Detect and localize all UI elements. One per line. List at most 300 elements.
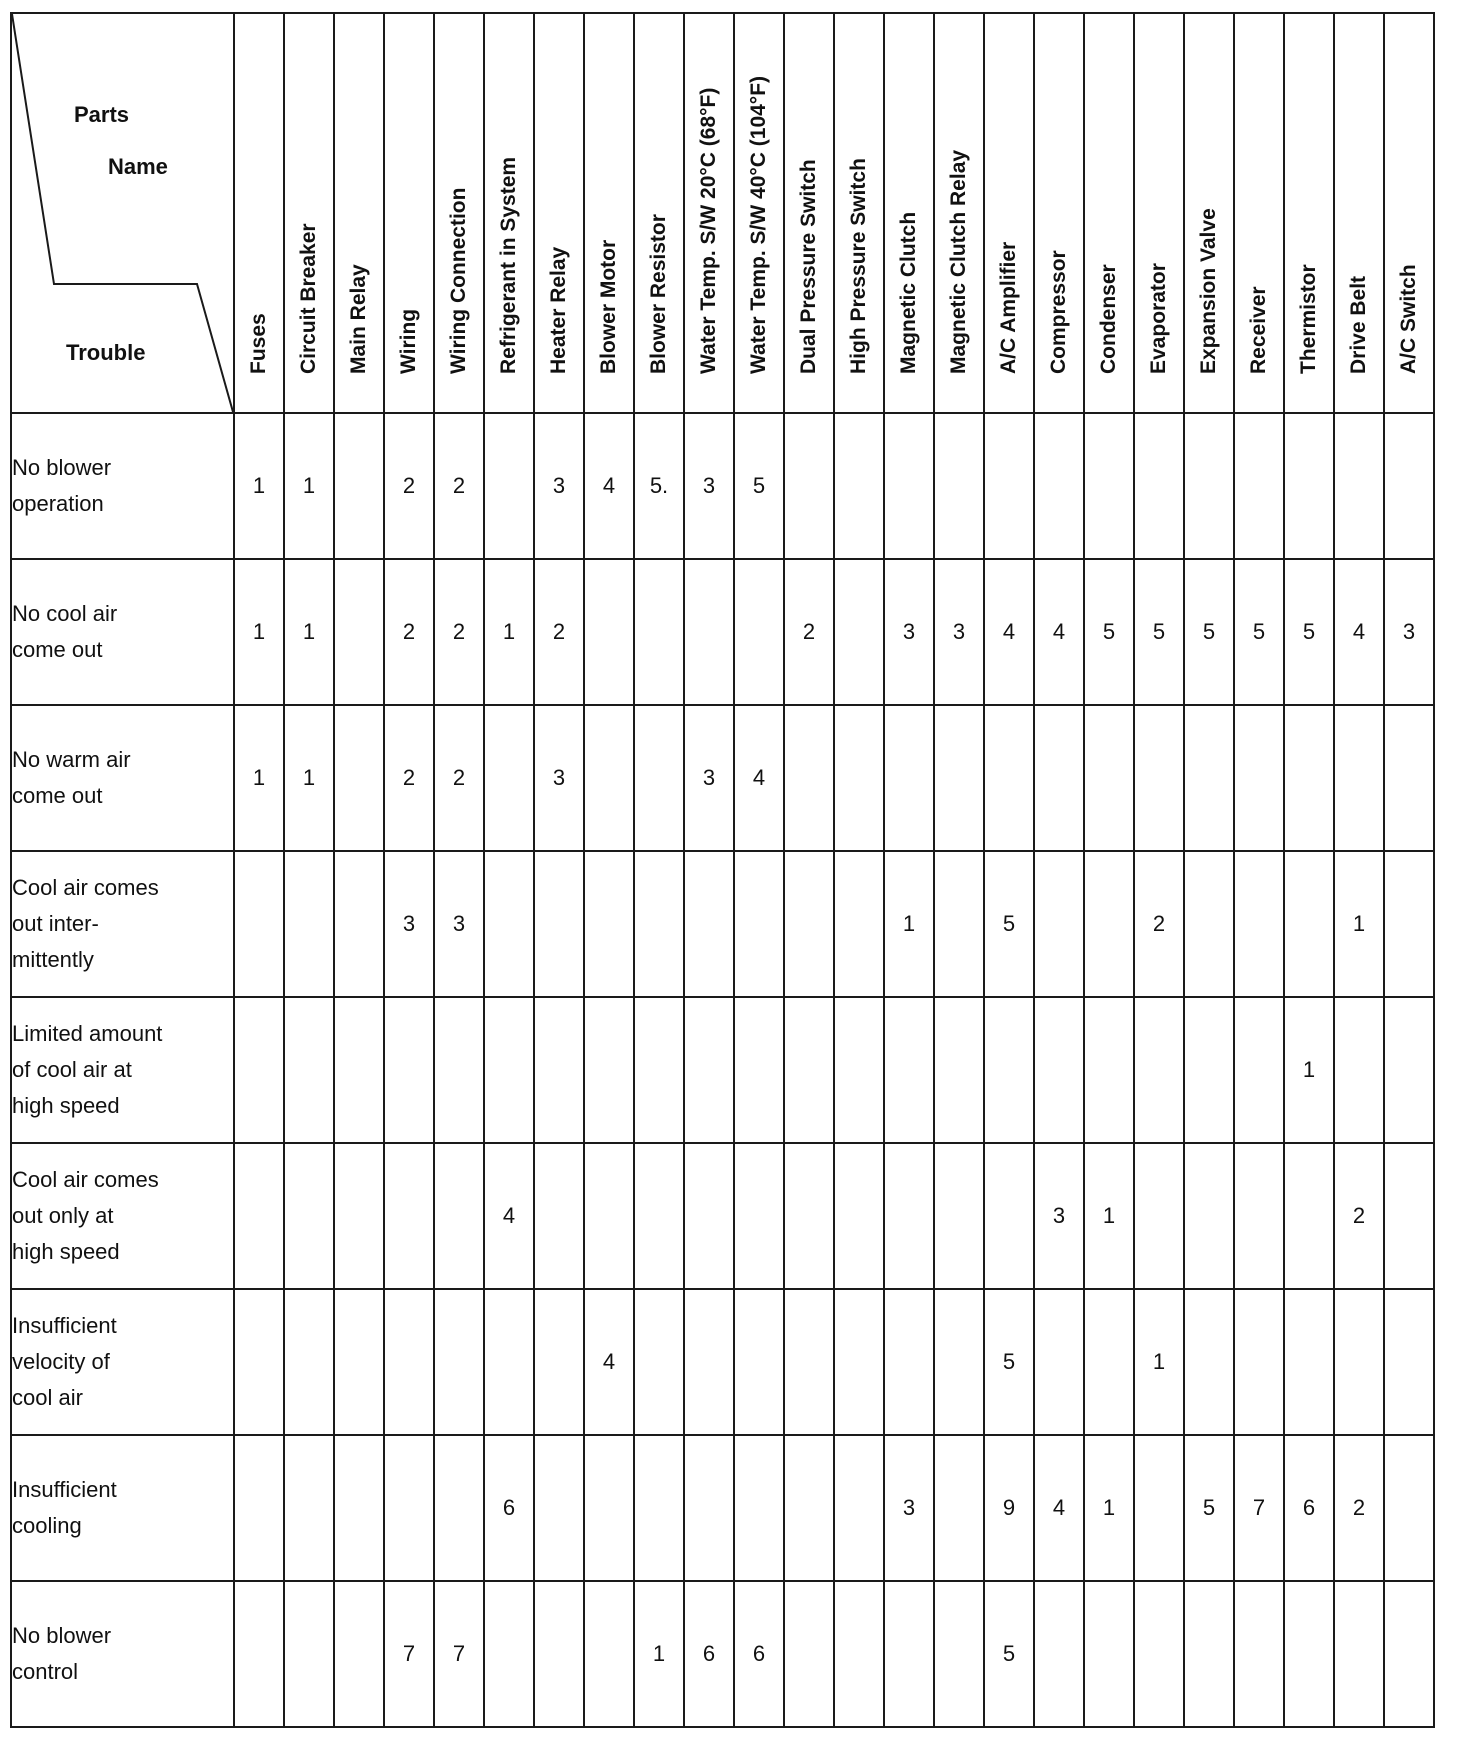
trouble-text-line: come out xyxy=(12,783,103,808)
priority-cell xyxy=(434,1289,484,1435)
priority-cell xyxy=(284,1581,334,1727)
priority-cell xyxy=(434,1143,484,1289)
priority-cell xyxy=(534,1143,584,1289)
priority-cell xyxy=(1034,413,1084,559)
priority-cell: 2 xyxy=(434,559,484,705)
trouble-text-line: Cool air comes xyxy=(12,875,159,900)
trouble-text-line: Cool air comes xyxy=(12,1167,159,1192)
part-name: Refrigerant in System xyxy=(497,156,520,374)
priority-cell: 5 xyxy=(1234,559,1284,705)
priority-cell xyxy=(284,997,334,1143)
priority-cell: 3 xyxy=(884,1435,934,1581)
priority-cell xyxy=(984,413,1034,559)
priority-cell xyxy=(1184,997,1234,1143)
part-header xyxy=(484,13,534,413)
priority-cell xyxy=(1234,997,1284,1143)
trouble-label-cell xyxy=(11,1289,234,1435)
part-name: Expansion Valve xyxy=(1197,208,1220,374)
trouble-text-line: No blower xyxy=(12,1623,112,1648)
priority-cell xyxy=(234,851,284,997)
trouble-label-cell xyxy=(11,1143,234,1289)
priority-cell xyxy=(384,997,434,1143)
trouble-text-line: Insufficient xyxy=(12,1477,117,1502)
priority-cell xyxy=(1184,1581,1234,1727)
priority-cell xyxy=(884,1581,934,1727)
part-header xyxy=(284,13,334,413)
priority-cell: 1 xyxy=(1334,851,1384,997)
priority-cell: 3 xyxy=(1034,1143,1084,1289)
part-name: Magnetic Clutch Relay xyxy=(947,149,970,374)
priority-cell xyxy=(934,1581,984,1727)
priority-cell xyxy=(734,997,784,1143)
priority-cell xyxy=(334,413,384,559)
priority-cell xyxy=(1334,705,1384,851)
part-header xyxy=(434,13,484,413)
priority-cell: 3 xyxy=(684,413,734,559)
priority-cell xyxy=(884,413,934,559)
trouble-text-line: come out xyxy=(12,637,103,662)
priority-cell xyxy=(1234,1143,1284,1289)
part-name: Evaporator xyxy=(1147,263,1170,374)
part-header xyxy=(584,13,634,413)
priority-cell xyxy=(834,997,884,1143)
part-name: A/C Switch xyxy=(1397,264,1420,374)
part-name: Compressor xyxy=(1047,250,1070,374)
priority-cell xyxy=(934,1435,984,1581)
priority-cell xyxy=(1034,851,1084,997)
priority-cell: 2 xyxy=(384,705,434,851)
priority-cell xyxy=(1134,1143,1184,1289)
priority-cell xyxy=(1184,1289,1234,1435)
priority-cell xyxy=(884,1289,934,1435)
priority-cell: 5. xyxy=(634,413,684,559)
priority-cell xyxy=(784,997,834,1143)
part-name: Blower Resistor xyxy=(647,214,670,374)
trouble-text-line: cooling xyxy=(12,1513,82,1538)
priority-cell: 5 xyxy=(1084,559,1134,705)
priority-cell xyxy=(1284,705,1334,851)
priority-cell xyxy=(984,1143,1034,1289)
part-name: Magnetic Clutch xyxy=(897,211,920,374)
priority-cell xyxy=(234,1143,284,1289)
priority-cell: 2 xyxy=(434,413,484,559)
priority-cell xyxy=(934,1143,984,1289)
priority-cell xyxy=(834,559,884,705)
priority-cell: 1 xyxy=(284,559,334,705)
priority-cell: 1 xyxy=(284,705,334,851)
priority-cell xyxy=(834,851,884,997)
priority-cell xyxy=(434,1435,484,1581)
trouble-row xyxy=(11,413,1434,559)
part-name: A/C Amplifier xyxy=(997,241,1020,374)
trouble-text-line: No warm air xyxy=(12,747,131,772)
priority-cell xyxy=(734,1289,784,1435)
priority-cell: 9 xyxy=(984,1435,1034,1581)
priority-cell: 2 xyxy=(784,559,834,705)
part-name: Drive Belt xyxy=(1347,275,1370,374)
priority-cell xyxy=(1234,1581,1284,1727)
priority-cell xyxy=(1134,997,1184,1143)
trouble-text-line: cool air xyxy=(12,1385,83,1410)
priority-cell xyxy=(284,1143,334,1289)
priority-cell xyxy=(784,1435,834,1581)
priority-cell: 1 xyxy=(634,1581,684,1727)
priority-cell xyxy=(784,413,834,559)
part-header xyxy=(1184,13,1234,413)
part-header xyxy=(934,13,984,413)
trouble-row xyxy=(11,997,1434,1143)
priority-cell xyxy=(684,1143,734,1289)
priority-cell xyxy=(834,413,884,559)
priority-cell xyxy=(634,559,684,705)
priority-cell xyxy=(334,1143,384,1289)
priority-cell xyxy=(1234,851,1284,997)
priority-cell: 4 xyxy=(584,413,634,559)
priority-cell: 2 xyxy=(1334,1143,1384,1289)
priority-cell xyxy=(534,1289,584,1435)
priority-cell xyxy=(1134,1581,1184,1727)
priority-cell xyxy=(1084,997,1134,1143)
priority-cell: 1 xyxy=(234,705,284,851)
priority-cell xyxy=(1284,1143,1334,1289)
part-header xyxy=(1284,13,1334,413)
priority-cell xyxy=(334,705,384,851)
part-name: Receiver xyxy=(1247,286,1270,374)
priority-cell xyxy=(1234,1289,1284,1435)
trouble-row xyxy=(11,1435,1434,1581)
priority-cell xyxy=(684,1289,734,1435)
priority-cell xyxy=(1334,1289,1384,1435)
part-header xyxy=(1384,13,1434,413)
priority-cell xyxy=(1184,413,1234,559)
priority-cell: 5 xyxy=(734,413,784,559)
part-name: Main Relay xyxy=(347,264,370,374)
priority-cell xyxy=(1034,705,1084,851)
priority-cell xyxy=(1034,997,1084,1143)
part-name: Fuses xyxy=(247,313,270,374)
priority-cell xyxy=(934,851,984,997)
trouble-text-line: high speed xyxy=(12,1093,120,1118)
priority-cell: 2 xyxy=(1334,1435,1384,1581)
troubleshooting-table xyxy=(10,12,1430,1722)
priority-cell: 1 xyxy=(284,413,334,559)
trouble-text-line: control xyxy=(12,1659,79,1684)
priority-cell: 6 xyxy=(734,1581,784,1727)
priority-cell xyxy=(1384,1143,1434,1289)
priority-cell: 6 xyxy=(1284,1435,1334,1581)
priority-cell: 4 xyxy=(1034,1435,1084,1581)
priority-cell: 1 xyxy=(484,559,534,705)
part-name: Heater Relay xyxy=(547,246,570,374)
priority-cell xyxy=(1034,1581,1084,1727)
priority-cell xyxy=(1284,413,1334,559)
priority-cell: 1 xyxy=(1134,1289,1184,1435)
trouble-row xyxy=(11,851,1434,997)
priority-cell xyxy=(584,559,634,705)
priority-cell: 1 xyxy=(1084,1435,1134,1581)
priority-cell xyxy=(734,1143,784,1289)
priority-cell xyxy=(634,1289,684,1435)
priority-cell xyxy=(784,1581,834,1727)
priority-cell xyxy=(1234,413,1284,559)
priority-cell xyxy=(884,705,934,851)
priority-cell xyxy=(534,1581,584,1727)
trouble-text-line: high speed xyxy=(12,1239,120,1264)
trouble-row xyxy=(11,705,1434,851)
priority-cell xyxy=(484,851,534,997)
priority-cell: 3 xyxy=(934,559,984,705)
priority-cell xyxy=(834,1289,884,1435)
part-header xyxy=(684,13,734,413)
priority-cell xyxy=(784,851,834,997)
priority-cell xyxy=(634,1435,684,1581)
part-name: High Pressure Switch xyxy=(847,158,870,374)
grid-body xyxy=(11,413,1434,1727)
priority-cell xyxy=(334,1435,384,1581)
priority-cell: 5 xyxy=(984,1289,1034,1435)
priority-cell: 3 xyxy=(1384,559,1434,705)
priority-cell xyxy=(484,1581,534,1727)
trouble-row xyxy=(11,1143,1434,1289)
priority-cell: 4 xyxy=(1034,559,1084,705)
trouble-label-cell xyxy=(11,413,234,559)
priority-cell xyxy=(784,1143,834,1289)
priority-cell: 3 xyxy=(434,851,484,997)
priority-cell: 6 xyxy=(484,1435,534,1581)
priority-cell xyxy=(684,1435,734,1581)
trouble-text-line: Limited amount xyxy=(12,1021,163,1046)
priority-cell: 3 xyxy=(684,705,734,851)
priority-cell: 7 xyxy=(434,1581,484,1727)
priority-cell: 1 xyxy=(234,413,284,559)
part-header xyxy=(384,13,434,413)
priority-cell xyxy=(534,851,584,997)
priority-cell xyxy=(1384,1289,1434,1435)
priority-cell: 5 xyxy=(1184,1435,1234,1581)
trouble-row xyxy=(11,1289,1434,1435)
part-header xyxy=(984,13,1034,413)
priority-cell: 2 xyxy=(434,705,484,851)
priority-cell: 2 xyxy=(384,559,434,705)
priority-cell xyxy=(1384,851,1434,997)
corner-header xyxy=(11,13,234,413)
priority-cell xyxy=(284,851,334,997)
part-name: Circuit Breaker xyxy=(297,223,320,374)
priority-cell xyxy=(1134,705,1184,851)
part-name: Condenser xyxy=(1097,264,1120,374)
priority-cell: 2 xyxy=(1134,851,1184,997)
priority-cell xyxy=(734,1435,784,1581)
priority-cell xyxy=(734,559,784,705)
part-header xyxy=(534,13,584,413)
priority-cell xyxy=(784,705,834,851)
priority-cell xyxy=(834,1581,884,1727)
priority-cell xyxy=(1084,1289,1134,1435)
part-header xyxy=(1234,13,1284,413)
priority-cell xyxy=(334,559,384,705)
priority-cell xyxy=(1134,413,1184,559)
trouble-text-line: of cool air at xyxy=(12,1057,132,1082)
priority-cell xyxy=(534,997,584,1143)
priority-cell xyxy=(484,705,534,851)
part-name: Dual Pressure Switch xyxy=(797,159,820,374)
priority-cell xyxy=(634,997,684,1143)
priority-cell: 1 xyxy=(234,559,284,705)
priority-cell xyxy=(384,1289,434,1435)
priority-cell: 6 xyxy=(684,1581,734,1727)
trouble-text-line: out only at xyxy=(12,1203,114,1228)
part-header xyxy=(834,13,884,413)
priority-cell: 3 xyxy=(534,705,584,851)
priority-cell: 3 xyxy=(534,413,584,559)
priority-cell xyxy=(834,1435,884,1581)
priority-cell xyxy=(1034,1289,1084,1435)
priority-cell xyxy=(1084,705,1134,851)
priority-cell: 3 xyxy=(384,851,434,997)
priority-cell xyxy=(934,1289,984,1435)
part-name: Thermistor xyxy=(1297,264,1320,374)
priority-cell: 2 xyxy=(384,413,434,559)
priority-cell xyxy=(384,1143,434,1289)
priority-cell xyxy=(384,1435,434,1581)
priority-cell xyxy=(484,413,534,559)
priority-cell xyxy=(234,997,284,1143)
part-name: Wiring xyxy=(397,308,420,374)
priority-cell: 7 xyxy=(384,1581,434,1727)
priority-cell xyxy=(784,1289,834,1435)
priority-cell xyxy=(334,1289,384,1435)
priority-cell xyxy=(1234,705,1284,851)
part-header xyxy=(784,13,834,413)
part-name: Wiring Connection xyxy=(447,187,470,374)
priority-cell xyxy=(834,1143,884,1289)
priority-cell: 4 xyxy=(584,1289,634,1435)
priority-cell: 5 xyxy=(1284,559,1334,705)
priority-cell xyxy=(484,997,534,1143)
priority-cell xyxy=(684,997,734,1143)
trouble-text-line: No blower xyxy=(12,455,112,480)
part-header xyxy=(734,13,784,413)
part-name: Blower Motor xyxy=(597,239,620,374)
priority-cell xyxy=(234,1581,284,1727)
trouble-label-cell xyxy=(11,851,234,997)
trouble-label-cell xyxy=(11,559,234,705)
priority-cell xyxy=(484,1289,534,1435)
priority-cell xyxy=(1284,1289,1334,1435)
part-header xyxy=(1134,13,1184,413)
priority-cell xyxy=(684,851,734,997)
part-header xyxy=(1334,13,1384,413)
priority-cell: 5 xyxy=(1134,559,1184,705)
priority-cell xyxy=(1184,705,1234,851)
header-row xyxy=(11,13,1434,413)
trouble-row xyxy=(11,559,1434,705)
priority-cell xyxy=(984,705,1034,851)
part-header xyxy=(334,13,384,413)
priority-cell xyxy=(434,997,484,1143)
priority-cell xyxy=(584,851,634,997)
part-name: Water Temp. S/W 20°C (68°F) xyxy=(697,87,720,374)
priority-cell xyxy=(534,1435,584,1581)
priority-cell xyxy=(734,851,784,997)
part-name: Water Temp. S/W 40°C (104°F) xyxy=(747,75,770,374)
priority-cell: 1 xyxy=(1284,997,1334,1143)
trouble-text-line: mittently xyxy=(12,947,94,972)
trouble-text-line: out inter- xyxy=(12,911,99,936)
priority-cell xyxy=(284,1289,334,1435)
priority-cell: 4 xyxy=(1334,559,1384,705)
priority-cell: 7 xyxy=(1234,1435,1284,1581)
name-label: Name xyxy=(108,154,168,179)
part-header xyxy=(1084,13,1134,413)
part-header xyxy=(884,13,934,413)
parts-trouble-matrix xyxy=(10,12,1435,1728)
priority-cell xyxy=(1384,1435,1434,1581)
priority-cell xyxy=(884,997,934,1143)
priority-cell xyxy=(934,997,984,1143)
priority-cell xyxy=(1334,413,1384,559)
priority-cell: 2 xyxy=(534,559,584,705)
priority-cell xyxy=(1084,1581,1134,1727)
priority-cell xyxy=(584,705,634,851)
priority-cell xyxy=(1084,851,1134,997)
priority-cell: 5 xyxy=(984,851,1034,997)
priority-cell xyxy=(584,1435,634,1581)
priority-cell: 5 xyxy=(984,1581,1034,1727)
trouble-row xyxy=(11,1581,1434,1727)
trouble-text-line: operation xyxy=(12,491,104,516)
priority-cell xyxy=(934,705,984,851)
parts-label: Parts xyxy=(74,102,130,127)
priority-cell xyxy=(1084,413,1134,559)
priority-cell xyxy=(584,1143,634,1289)
part-header xyxy=(1034,13,1084,413)
priority-cell: 3 xyxy=(884,559,934,705)
priority-cell: 4 xyxy=(484,1143,534,1289)
priority-cell xyxy=(1384,997,1434,1143)
priority-cell xyxy=(334,851,384,997)
trouble-label-cell xyxy=(11,1435,234,1581)
priority-cell xyxy=(634,1143,684,1289)
part-header xyxy=(234,13,284,413)
trouble-text-line: No cool air xyxy=(12,601,118,626)
priority-cell xyxy=(1334,997,1384,1143)
trouble-label-cell xyxy=(11,705,234,851)
priority-cell xyxy=(334,997,384,1143)
priority-cell xyxy=(884,1143,934,1289)
priority-cell xyxy=(1284,1581,1334,1727)
priority-cell xyxy=(1384,1581,1434,1727)
priority-cell: 1 xyxy=(884,851,934,997)
trouble-text-line: velocity of xyxy=(12,1349,110,1374)
priority-cell xyxy=(584,997,634,1143)
priority-cell xyxy=(634,851,684,997)
trouble-label: Trouble xyxy=(66,340,146,365)
priority-cell xyxy=(834,705,884,851)
priority-cell xyxy=(1384,413,1434,559)
priority-cell xyxy=(1134,1435,1184,1581)
priority-cell xyxy=(1184,851,1234,997)
priority-cell xyxy=(934,413,984,559)
priority-cell xyxy=(284,1435,334,1581)
priority-cell: 5 xyxy=(1184,559,1234,705)
trouble-label-cell xyxy=(11,997,234,1143)
trouble-text-line: Insufficient xyxy=(12,1313,117,1338)
priority-cell xyxy=(1184,1143,1234,1289)
priority-cell: 1 xyxy=(1084,1143,1134,1289)
trouble-label-cell xyxy=(11,1581,234,1727)
priority-cell xyxy=(684,559,734,705)
